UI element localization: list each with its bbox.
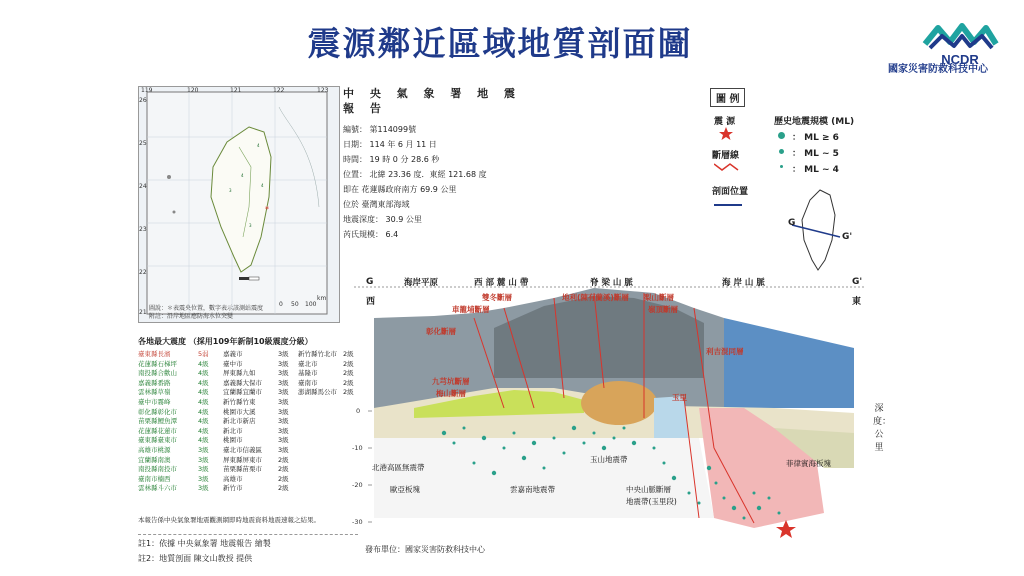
taiwan-map	[139, 87, 339, 322]
intensity-level: 3級	[278, 359, 289, 368]
quake-dot	[513, 432, 516, 435]
quake-dot	[442, 431, 446, 435]
report-line: 位於 臺灣東部海域	[343, 200, 410, 209]
intensity-level: 2級	[343, 369, 354, 378]
intensity-level: 3級	[278, 388, 289, 397]
station-name: 南投縣南投市	[138, 465, 177, 474]
quake-dot	[453, 442, 456, 445]
intensity-level: 5弱	[198, 350, 209, 358]
report-line: 日期： 114 年 6 月 11 日	[343, 140, 437, 149]
station-name: 屏東縣屏東市	[223, 455, 262, 464]
svg-text:3: 3	[249, 223, 252, 228]
quake-dot	[698, 502, 701, 505]
quake-dot	[613, 437, 616, 440]
star-icon	[718, 126, 734, 142]
station-name	[298, 436, 343, 446]
svg-text:4: 4	[241, 173, 244, 178]
scale-100: 100	[305, 301, 317, 308]
quake-dot	[753, 492, 756, 495]
issuer: 發布單位：國家災害防救科技中心	[365, 545, 485, 554]
report-title: 中 央 氣 象 署 地 震 報 告	[343, 87, 521, 115]
section-location-map	[780, 185, 853, 275]
zone-label: 北港高區無震帶	[372, 463, 425, 472]
intensity-level: 2級	[278, 484, 289, 493]
legend-epicenter-label: 震 源	[714, 117, 736, 127]
m4-dot	[780, 165, 783, 168]
zone-label: 中央山脈斷層	[626, 485, 671, 494]
region-coastal-range: 海 岸 山 脈	[722, 278, 765, 288]
m6-dot	[778, 132, 785, 139]
intensity-level: 4級	[198, 397, 209, 406]
divider	[138, 534, 358, 535]
quake-dot	[583, 442, 586, 445]
section-g2: G'	[852, 277, 863, 287]
intensity-level: 4級	[198, 378, 209, 387]
quake-dot	[543, 467, 546, 470]
quake-dot	[482, 436, 486, 440]
intensity-level: 3級	[278, 350, 289, 358]
fault-label: 玉里	[672, 393, 687, 402]
quake-dot	[572, 426, 576, 430]
quake-dot	[672, 476, 676, 480]
station-name: 嘉義市	[223, 350, 243, 358]
section-west: 西	[366, 297, 376, 307]
intensity-row	[138, 360, 358, 370]
depth-tick: 0	[356, 407, 361, 415]
station-name: 臺北市信義區	[223, 445, 262, 454]
quake-dot	[522, 456, 526, 460]
report-line: 地震深度： 30.9 公里	[343, 215, 422, 224]
station-name: 新竹縣竹北市	[298, 350, 337, 358]
station-name: 苗栗縣鯉魚潭	[138, 417, 177, 426]
station-name: 雲林縣斗六市	[138, 484, 177, 493]
fault-line-icon	[714, 162, 742, 172]
intensity-row	[138, 456, 358, 466]
quake-dot	[743, 517, 746, 520]
intensity-level: 4級	[198, 417, 209, 426]
intensity-level: 2級	[343, 388, 354, 397]
intensity-row	[138, 398, 358, 408]
report-line: 芮氏規模： 6.4	[343, 230, 399, 239]
fault-label: 車籠埔斷層	[452, 305, 490, 314]
intensity-level: 2級	[343, 350, 354, 358]
report-line: 即在 花蓮縣政府南方 69.9 公里	[343, 185, 457, 194]
intensity-level: 3級	[278, 436, 289, 445]
scale-unit: km	[317, 295, 327, 302]
zone-label: 玉山地震帶	[590, 455, 628, 464]
quake-dot	[778, 512, 781, 515]
quake-dot	[757, 506, 761, 510]
m5-dot	[779, 149, 784, 154]
station-name: 高雄市	[223, 474, 243, 483]
epicenter-map	[138, 86, 340, 323]
fault-label: 彰化斷層	[426, 327, 456, 336]
station-name: 宜蘭縣宜蘭市	[223, 388, 262, 397]
lat-tick: 21	[139, 309, 147, 316]
intensity-row	[138, 417, 358, 427]
m4-label: ： ML ~ 4	[792, 165, 839, 175]
page-title: 震源鄰近區域地質剖面圖	[307, 24, 693, 63]
quake-dot	[723, 497, 726, 500]
station-name	[298, 417, 343, 427]
station-name: 花蓮縣花蓮市	[138, 426, 177, 435]
quake-dot	[632, 441, 636, 445]
quake-dot	[768, 497, 771, 500]
logo-text: NCDR	[941, 52, 979, 67]
station-name: 苗栗縣苗栗市	[223, 465, 262, 474]
lat-tick: 22	[139, 269, 147, 276]
intensity-row	[138, 350, 358, 360]
station-name: 嘉義縣大保市	[223, 378, 262, 387]
lon-tick: 122	[273, 87, 285, 94]
station-name: 高雄市桃源	[138, 445, 171, 454]
intensity-title: 各地最大震度 （採用109年新制10級震度分級）	[138, 337, 313, 346]
intensity-level: 3級	[278, 407, 289, 416]
station-name: 屏東縣九如	[223, 369, 256, 378]
scale-0: 0	[279, 301, 283, 308]
lon-tick: 121	[230, 87, 242, 94]
quake-dot	[553, 437, 556, 440]
station-name: 桃園市	[223, 436, 243, 445]
station-name: 桃園市大溪	[223, 407, 256, 416]
intensity-row	[138, 475, 358, 485]
inset-g2: G'	[842, 232, 853, 242]
intensity-level: 4級	[198, 388, 209, 397]
quake-dot	[532, 441, 536, 445]
intensity-level: 3級	[278, 397, 289, 406]
intensity-level: 4級	[198, 359, 209, 368]
intensity-row	[138, 427, 358, 437]
station-name	[298, 427, 343, 437]
station-name: 雲林縣草嶺	[138, 388, 171, 397]
report-line: 編號： 第114099號	[343, 125, 417, 134]
intensity-level: 3級	[198, 455, 209, 464]
scale-50: 50	[291, 301, 299, 308]
quake-dot	[707, 466, 711, 470]
quake-dot	[663, 462, 666, 465]
station-name: 基隆市	[298, 369, 318, 378]
lat-tick: 24	[139, 183, 147, 190]
intensity-level: 3級	[278, 445, 289, 454]
intensity-row	[138, 446, 358, 456]
region-central-range: 脊 梁 山 脈	[590, 278, 633, 288]
svg-text:4: 4	[257, 143, 260, 148]
station-name	[298, 475, 343, 485]
station-name: 彰化縣彰化市	[138, 407, 177, 416]
zone-label: 歐亞板塊	[390, 485, 420, 494]
footnote-2: 註2：地質剖面 陳文山教授 提供	[138, 554, 253, 563]
fault-label: 九芎坑斷層	[432, 377, 470, 386]
quake-dot	[653, 447, 656, 450]
intensity-level: 4級	[198, 407, 209, 416]
station-name	[298, 408, 343, 418]
depth-tick: -10	[352, 444, 363, 452]
zone-label: 菲律賓海板塊	[786, 459, 831, 468]
intensity-level: 3級	[278, 417, 289, 426]
intensity-level: 2級	[278, 455, 289, 464]
intensity-level: 3級	[278, 426, 289, 435]
svg-text:3: 3	[229, 188, 232, 193]
lon-tick: 123	[317, 87, 329, 94]
legend-title: 圖 例	[710, 88, 745, 107]
quake-dot	[463, 427, 466, 430]
quake-dot	[492, 471, 496, 475]
station-name: 嘉義縣番路	[138, 378, 171, 387]
quake-dot	[732, 506, 736, 510]
station-name: 澎湖縣馬公市	[298, 388, 337, 397]
zone-label: 雲嘉南地震帶	[510, 485, 555, 494]
region-western-foothills: 西 部 麓 山 帶	[474, 278, 529, 288]
station-name	[298, 456, 343, 466]
fault-label: 利吉混同層	[706, 347, 744, 356]
intensity-row	[138, 436, 358, 446]
intensity-level: 3級	[198, 465, 209, 474]
m6-label: ： ML ≥ 6	[792, 133, 839, 143]
intensity-row	[138, 484, 358, 494]
svg-text:4: 4	[261, 183, 264, 188]
section-g: G	[366, 277, 374, 287]
fault-label: 地利(陳有蘭溪)斷層	[562, 293, 629, 302]
quake-dot	[593, 432, 596, 435]
lat-tick: 25	[139, 140, 147, 147]
report-line: 位置： 北緯 23.36 度．東經 121.68 度	[343, 170, 487, 179]
intensity-level: 3級	[198, 474, 209, 483]
quake-dot	[503, 447, 506, 450]
intensity-row	[138, 369, 358, 379]
intensity-level: 3級	[278, 378, 289, 387]
m5-label: ： ML ~ 5	[792, 149, 839, 159]
station-name: 臺北市	[298, 359, 318, 368]
station-name	[298, 446, 343, 456]
station-name: 臺東縣長濱	[138, 350, 171, 358]
station-name: 臺南市楠西	[138, 474, 171, 483]
depth-tick: -20	[352, 481, 363, 489]
quake-dot	[473, 462, 476, 465]
intensity-table	[138, 350, 361, 494]
fault-label: 雙冬斷層	[482, 293, 512, 302]
legend-section-label: 剖面位置	[712, 187, 749, 197]
region-coastal-plain: 海岸平原	[404, 278, 439, 288]
quake-dot	[623, 427, 626, 430]
section-east: 東	[852, 297, 862, 307]
station-name: 臺東縣臺東市	[138, 436, 177, 445]
station-name: 臺中市	[223, 359, 243, 368]
lat-tick: 26	[139, 97, 147, 104]
map-legend: 圖說：＊表震央位置，數字表示該測站震度	[149, 305, 264, 312]
cross-section-graphic	[354, 268, 874, 538]
epicenter-marker: *	[265, 205, 269, 214]
intensity-level: 3級	[278, 369, 289, 378]
station-name: 宜蘭縣南澳	[138, 455, 171, 464]
legend-fault-label: 斷層線	[712, 151, 740, 161]
intensity-row	[138, 407, 361, 418]
inset-g: G	[788, 218, 796, 228]
fault-label: 梨山斷層	[644, 293, 674, 302]
intensity-row	[138, 388, 358, 398]
epicenter-star	[776, 520, 796, 538]
quake-dot	[715, 482, 718, 485]
intensity-level: 2級	[278, 465, 289, 474]
station-name: 花蓮縣石梯坪	[138, 359, 177, 368]
depth-tick: -30	[352, 518, 363, 526]
quake-dot	[688, 492, 691, 495]
intensity-level: 3級	[198, 445, 209, 454]
zone-label: 地震帶(玉里段)	[626, 497, 677, 506]
lon-tick: 119	[141, 87, 153, 94]
quake-dot	[563, 452, 566, 455]
station-name: 新北市	[223, 426, 243, 435]
intensity-level: 2級	[278, 474, 289, 483]
lat-tick: 23	[139, 226, 147, 233]
station-name	[298, 465, 343, 475]
footnote-1: 註1：依據 中央氣象署 地震報告 繪製	[138, 539, 271, 548]
lon-tick: 120	[187, 87, 199, 94]
intensity-level: 3級	[198, 484, 209, 493]
station-name: 臺南市	[298, 378, 318, 387]
station-name: 新竹市	[223, 484, 243, 493]
station-name: 新北市新店	[223, 417, 256, 426]
history-title: 歷史地震規模 (ML)	[774, 117, 855, 127]
intensity-level: 4級	[198, 369, 209, 378]
map-note: 附註：沿岸地區應防海水位突變	[149, 313, 234, 320]
station-name	[298, 484, 343, 494]
station-name: 臺中市霧峰	[138, 397, 171, 406]
station-name: 南投縣合歡山	[138, 369, 177, 378]
report-line: 時間： 19 時 0 分 28.6 秒	[343, 155, 440, 164]
fault-label: 梅山斷層	[436, 389, 466, 398]
station-name: 新竹縣竹東	[223, 397, 256, 406]
intensity-level: 2級	[343, 378, 354, 387]
quake-dot	[602, 446, 606, 450]
section-line-icon	[714, 204, 742, 206]
org-name: 國家災害防救科技中心	[888, 64, 988, 75]
intensity-row	[138, 465, 358, 475]
depth-axis-label: 深度：公里	[873, 404, 892, 453]
geologic-cross-section	[354, 268, 874, 538]
station-name	[298, 398, 343, 408]
intensity-row	[138, 379, 358, 389]
intensity-level: 2級	[343, 359, 354, 368]
report-note: 本報告係中央氣象署地震觀測網即時地震資料地震速報之結果。	[138, 516, 320, 524]
fault-label: 嶺頂斷層	[648, 305, 678, 314]
intensity-level: 4級	[198, 436, 209, 445]
report-details	[343, 86, 523, 242]
intensity-level: 4級	[198, 426, 209, 435]
